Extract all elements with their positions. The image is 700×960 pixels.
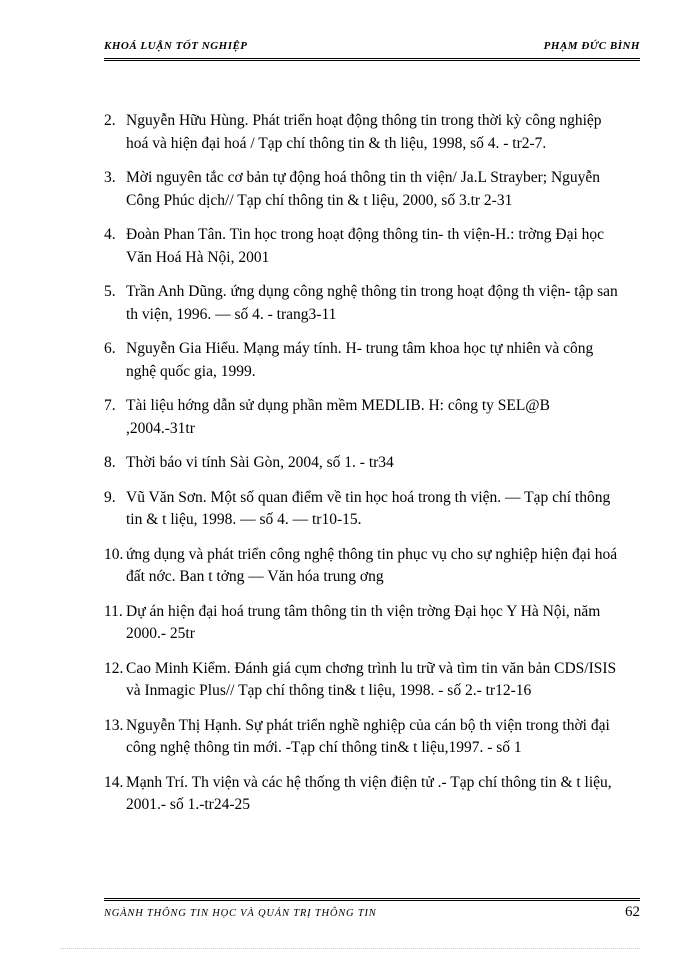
reference-item <box>104 110 620 155</box>
reference-item <box>104 395 620 440</box>
footer-rule <box>104 898 640 901</box>
reference-number: 8. <box>104 454 116 471</box>
reference-text: Vũ Văn Sơn. Một số quan điểm về tin học hoá trong th viện. — Tạp chí thông tin & t liệu, 1998. — số 4. — tr10-15. <box>126 488 611 528</box>
page-footer <box>104 904 640 924</box>
reference-text: Đoàn Phan Tân. Tin học trong hoạt động thông tin- th viện-H.: trờng Đại học Văn Hoá Hà Nội, 2001 <box>126 226 605 266</box>
reference-text: Trần Anh Dũng. ứng dụng công nghệ thông tin trong hoạt động th viện- tập san th viện, 1996. — số 4. - trang3-11 <box>126 283 618 323</box>
reference-number: 9. <box>104 488 116 506</box>
page-header <box>104 40 640 58</box>
page-number: 62 <box>625 904 640 920</box>
reference-item <box>104 487 620 532</box>
reference-item <box>104 167 620 212</box>
reference-item <box>104 281 620 326</box>
reference-item <box>104 658 620 703</box>
reference-number: 10. <box>104 545 124 563</box>
reference-number: 4. <box>104 226 116 243</box>
reference-item <box>104 715 620 760</box>
reference-text: Nguyễn Hữu Hùng. Phát triển hoạt động thông tin trong thời kỳ công nghiệp hoá và hiện đại hoá / Tạp chí thông tin & th liệu, 1998, số 4. - tr2-7. <box>126 112 602 152</box>
reference-text: Mời nguyên tắc cơ bản tự động hoá thông tin th viện/ Ja.L Strayber; Nguyễn Công Phúc dịch// Tạp chí thông tin & t liệu, 2000, số 3.tr 2-31 <box>126 169 601 209</box>
reference-number: 3. <box>104 169 116 186</box>
reference-number: 13. <box>104 716 124 734</box>
reference-text: Dự án hiện đại hoá trung tâm thông tin th viện trờng Đại học Y Hà Nội, năm 2000.- 25tr <box>126 602 601 642</box>
footer-department: NGÀNH THÔNG TIN HỌC VÀ QUẢN TRỊ THÔNG TIN <box>104 908 377 919</box>
reference-number: 7. <box>104 397 116 414</box>
reference-number: 12. <box>104 659 124 677</box>
reference-item <box>104 772 620 817</box>
reference-item <box>104 224 620 269</box>
reference-text: Nguyễn Thị Hạnh. Sự phát triển nghề nghiệp của cán bộ th viện trong thời đại công nghệ thông tin mới. -Tạp chí thông tin& t liệu,1997. - số 1 <box>126 716 610 756</box>
reference-number: 2. <box>104 112 116 129</box>
reference-list <box>104 110 620 829</box>
reference-text: Mạnh Trí. Th viện và các hệ thống th viện điện tử .- Tạp chí thông tin & t liệu, 2001.- số 1.-tr24-25 <box>126 773 612 813</box>
reference-number: 5. <box>104 283 116 300</box>
page-edge-dotted-line <box>60 948 640 949</box>
reference-item <box>104 544 620 589</box>
reference-number: 11. <box>104 602 123 620</box>
header-author-name: PHẠM ĐỨC BÌNH <box>543 40 640 52</box>
reference-number: 14. <box>104 773 124 791</box>
reference-item <box>104 338 620 383</box>
reference-text: Nguyễn Gia Hiểu. Mạng máy tính. H- trung tâm khoa học tự nhiên và công nghệ quốc gia, 1999. <box>126 340 594 380</box>
reference-item <box>104 452 620 475</box>
header-rule <box>104 58 640 61</box>
header-thesis-label: KHOÁ LUẬN TỐT NGHIỆP <box>104 40 248 52</box>
reference-text: Cao Minh Kiểm. Đánh giá cụm chơng trình lu trữ và tìm tin văn bản CDS/ISIS và Inmagic Plus// Tạp chí thông tin& t liệu, 1998. - số 2.- tr12-16 <box>126 659 617 699</box>
reference-text: Tài liệu hớng dẫn sử dụng phần mềm MEDLIB. H: công ty SEL@B ,2004.-31tr <box>126 397 550 437</box>
reference-number: 6. <box>104 340 116 357</box>
reference-text: Thời báo vi tính Sài Gòn, 2004, số 1. - tr34 <box>126 454 394 471</box>
reference-item <box>104 601 620 646</box>
reference-text: ứng dụng và phát triển công nghệ thông tin phục vụ cho sự nghiệp hiện đại hoá đất nớc. Ban t tởng — Văn hóa trung ơng <box>126 545 618 585</box>
